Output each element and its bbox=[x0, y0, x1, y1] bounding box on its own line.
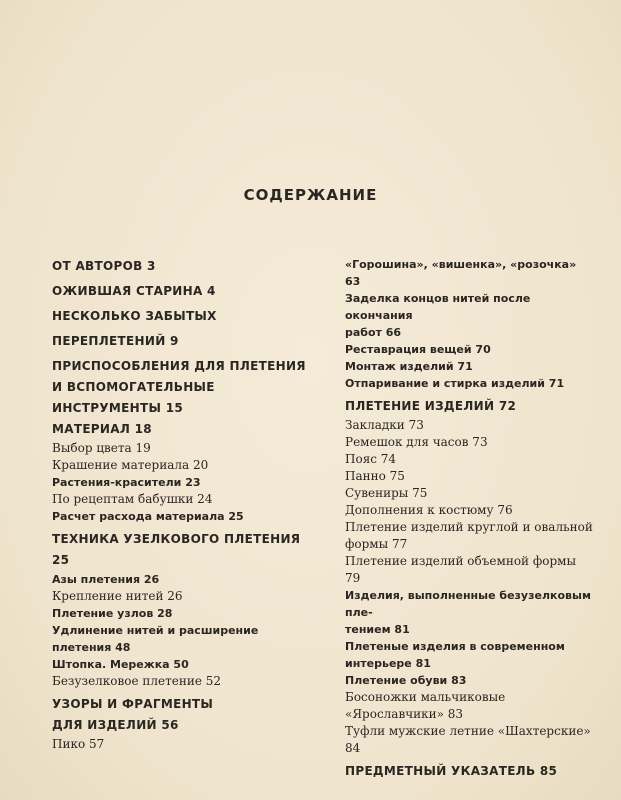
toc-subentry: Реставрация вещей 70 bbox=[345, 343, 491, 356]
toc-subentry: Сувениры 75 bbox=[345, 486, 428, 500]
toc-subentry: Плетение изделий объемной формы 79 bbox=[345, 554, 577, 585]
toc-subentry: Азы плетения 26 bbox=[52, 573, 160, 586]
toc-subentry: По рецептам бабушки 24 bbox=[52, 492, 213, 506]
toc-subentry: Расчет расхода материала 25 bbox=[52, 510, 244, 523]
toc-subentry: интерьере 81 bbox=[345, 657, 431, 670]
toc-section-entry: ИНСТРУМЕНТЫ 15 bbox=[52, 401, 184, 415]
toc-subentry: Ремешок для часов 73 bbox=[345, 435, 488, 449]
toc-subentry: работ 66 bbox=[345, 326, 402, 339]
toc-section-entry: ТЕХНИКА УЗЕЛКОВОГО ПЛЕТЕНИЯ 25 bbox=[52, 532, 301, 567]
toc-section-entry: ПЕРЕПЛЕТЕНИЙ 9 bbox=[52, 334, 179, 348]
toc-subentry: Плетение узлов 28 bbox=[52, 607, 173, 620]
toc-section-entry: УЗОРЫ И ФРАГМЕНТЫ bbox=[52, 697, 214, 711]
toc-subentry: Монтаж изделий 71 bbox=[345, 360, 473, 373]
toc-section-entry: ПЛЕТЕНИЕ ИЗДЕЛИЙ 72 bbox=[345, 399, 517, 413]
page-title: СОДЕРЖАНИЕ bbox=[243, 186, 378, 204]
toc-subentry: Удлинение нитей и расширение плетения 48 bbox=[52, 624, 259, 654]
toc-subentry: Заделка концов нитей после окончания bbox=[345, 292, 531, 322]
toc-subentry: Плетение изделий круглой и овальной bbox=[345, 520, 593, 534]
toc-subentry: Дополнения к костюму 76 bbox=[345, 503, 513, 517]
toc-subentry: Выбор цвета 19 bbox=[52, 441, 151, 455]
toc-subentry: Плетение обуви 83 bbox=[345, 674, 467, 687]
toc-subentry: формы 77 bbox=[345, 537, 408, 551]
toc-section-entry: И ВСПОМОГАТЕЛЬНЫЕ bbox=[52, 380, 215, 394]
toc-subentry: Крашение материала 20 bbox=[52, 458, 209, 472]
toc-section-entry: ПРЕДМЕТНЫЙ УКАЗАТЕЛЬ 85 bbox=[345, 764, 558, 778]
toc-subentry: Панно 75 bbox=[345, 469, 405, 483]
toc-section-entry: НЕСКОЛЬКО ЗАБЫТЫХ bbox=[52, 309, 217, 323]
toc-section-entry: ДЛЯ ИЗДЕЛИЙ 56 bbox=[52, 718, 179, 732]
toc-left-column bbox=[52, 256, 314, 753]
toc-subentry: тением 81 bbox=[345, 623, 410, 636]
toc-subentry: Штопка. Мережка 50 bbox=[52, 658, 189, 671]
toc-subentry: Пояс 74 bbox=[345, 452, 397, 466]
toc-subentry: Туфли мужские летние «Шахтерские» 84 bbox=[345, 724, 591, 755]
toc-section-entry: ОТ АВТОРОВ 3 bbox=[52, 259, 156, 273]
toc-right-column bbox=[345, 256, 595, 782]
toc-subentry: Закладки 73 bbox=[345, 418, 424, 432]
toc-subentry: Пико 57 bbox=[52, 737, 105, 751]
toc-subentry: Плетеные изделия в современном bbox=[345, 640, 565, 653]
toc-subentry: Безузелковое плетение 52 bbox=[52, 674, 222, 688]
toc-subentry: «Горошина», «вишенка», «розочка» 63 bbox=[345, 258, 577, 288]
toc-section-entry: МАТЕРИАЛ 18 bbox=[52, 422, 152, 436]
toc-section-entry: ОЖИВШАЯ СТАРИНА 4 bbox=[52, 284, 216, 298]
toc-section-entry: ПРИСПОСОБЛЕНИЯ ДЛЯ ПЛЕТЕНИЯ bbox=[52, 359, 306, 373]
toc-subentry: Растения-красители 23 bbox=[52, 476, 201, 489]
toc-subentry: Изделия, выполненные безузелковым пле- bbox=[345, 589, 591, 619]
toc-subentry: Босоножки мальчиковые «Ярославчики» 83 bbox=[345, 690, 506, 721]
toc-subentry: Отпаривание и стирка изделий 71 bbox=[345, 377, 565, 390]
toc-subentry: Крепление нитей 26 bbox=[52, 589, 183, 603]
